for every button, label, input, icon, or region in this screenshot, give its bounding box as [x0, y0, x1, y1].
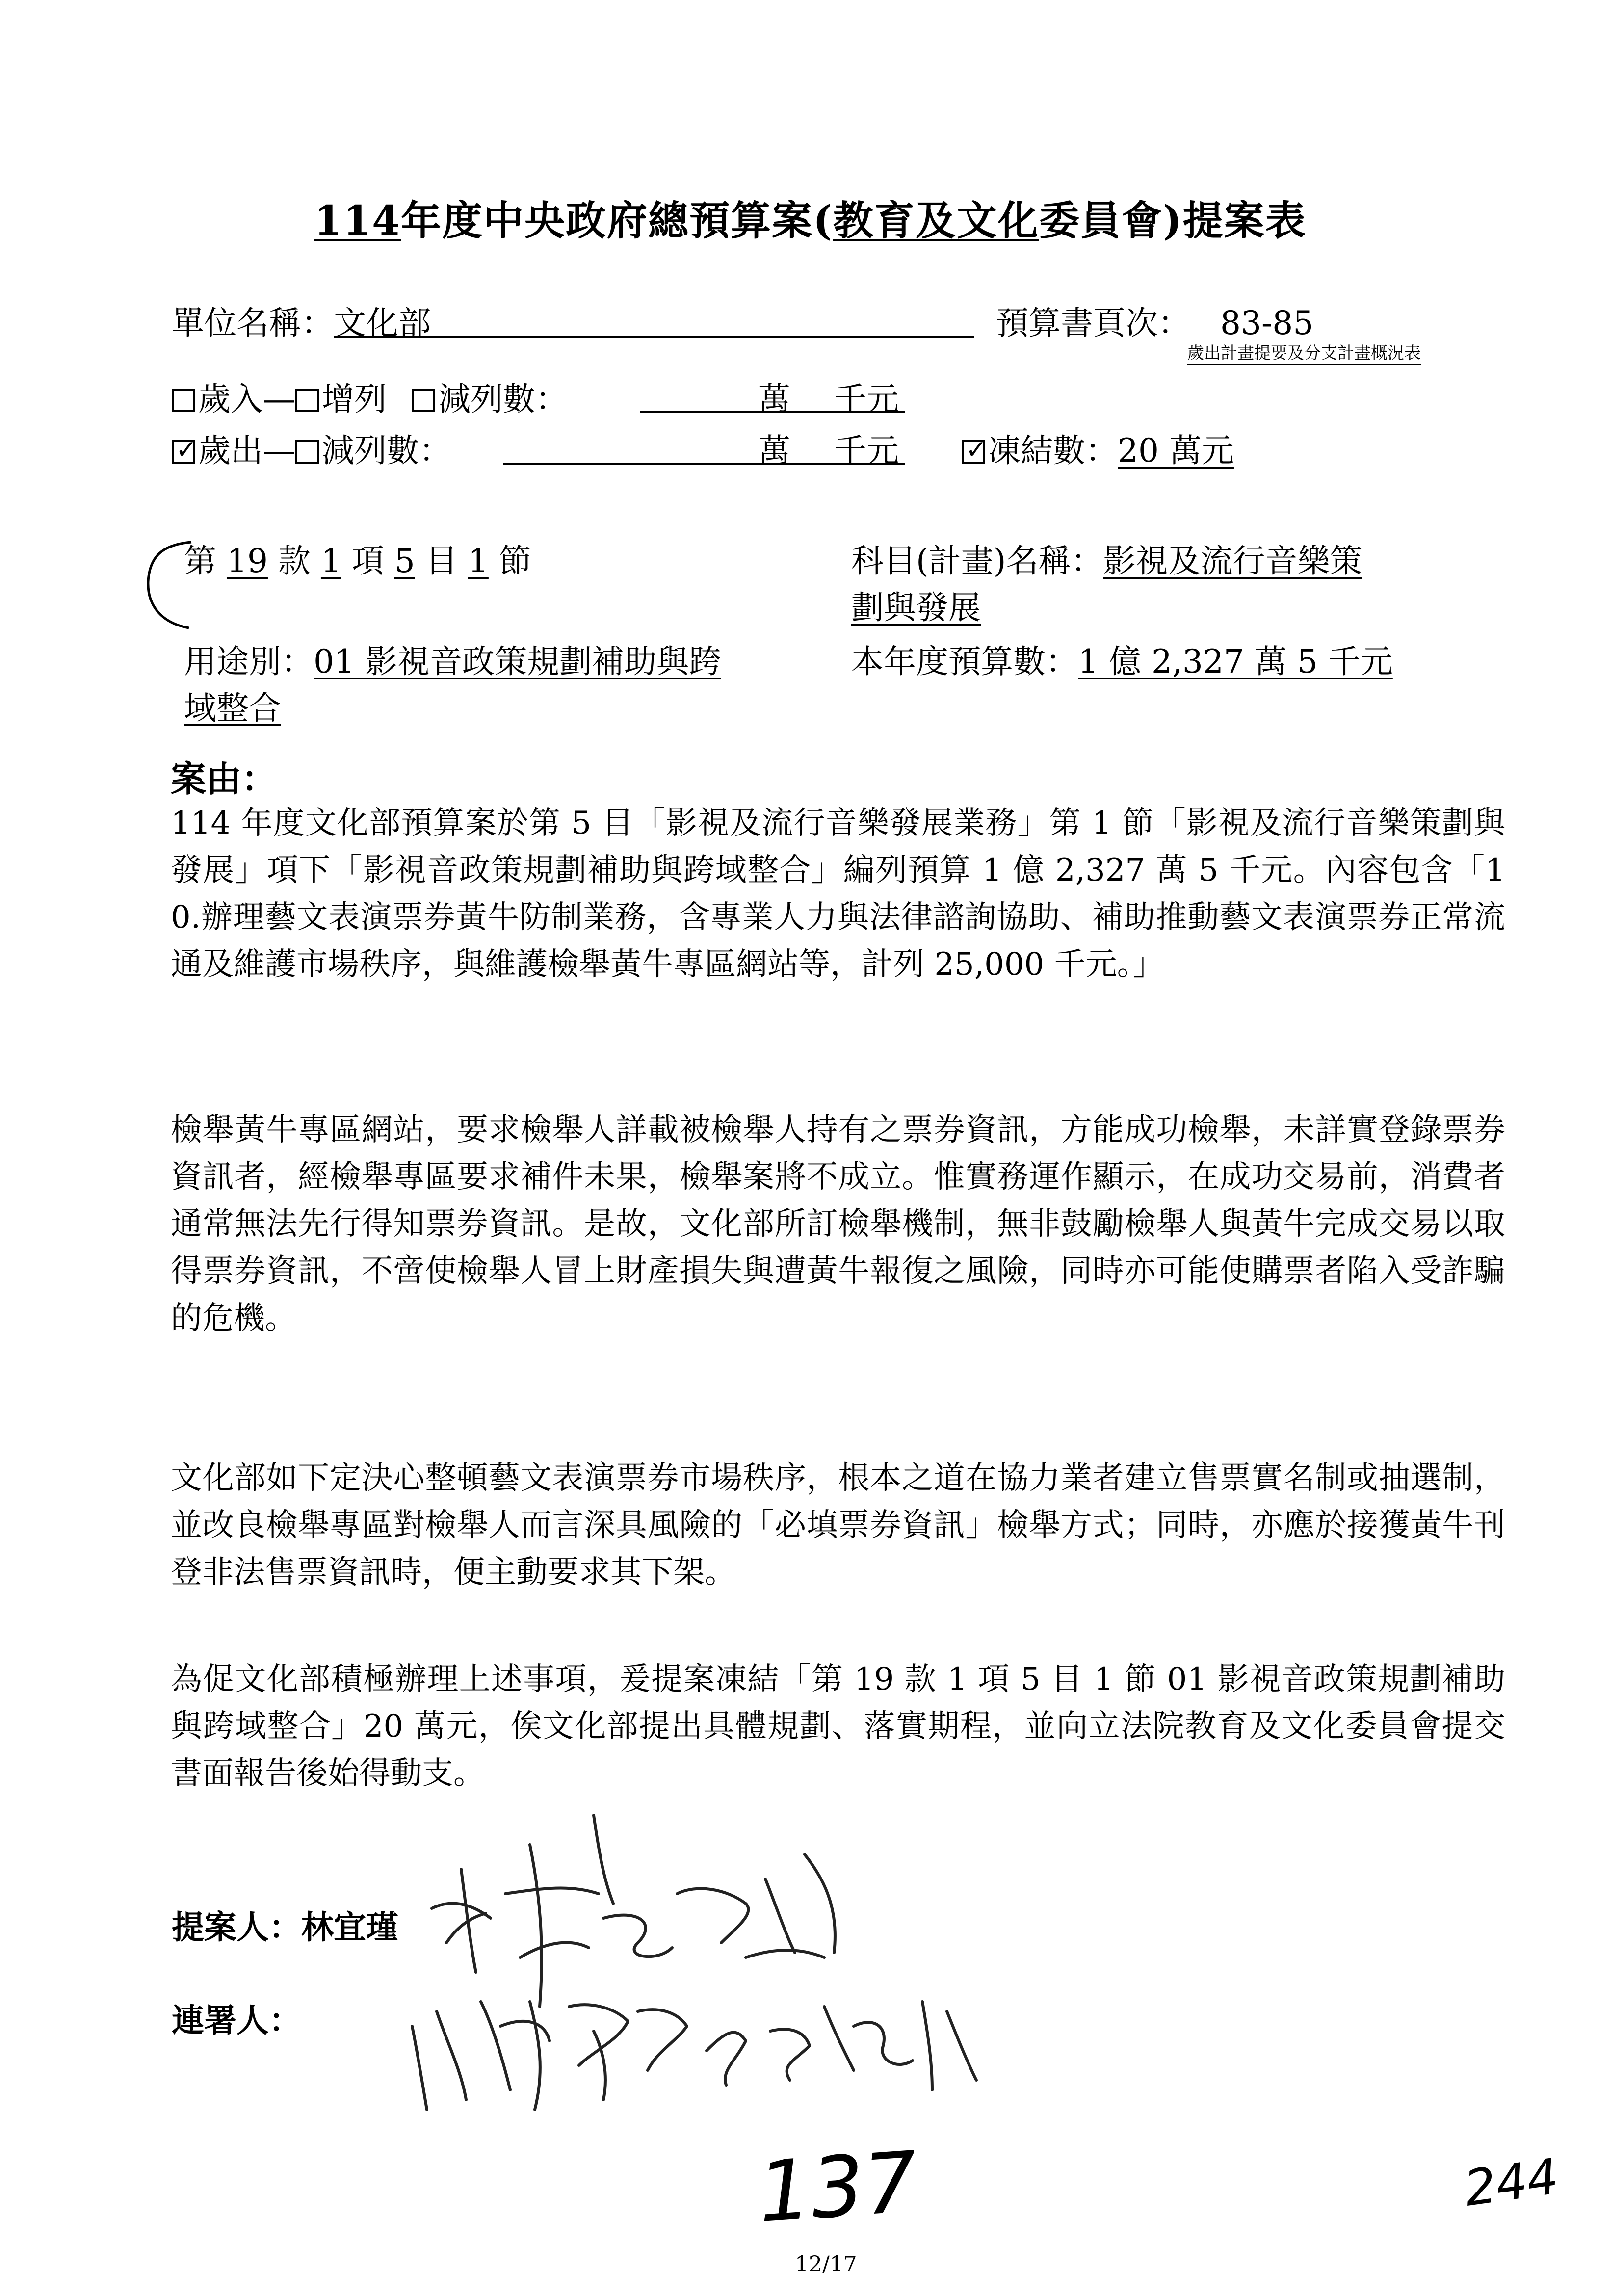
freeze-label: 凍結數：	[988, 432, 1118, 470]
handwritten-corner-number: 244	[1461, 2147, 1562, 2218]
subject-label: 科目(計畫)名稱：	[851, 542, 1103, 580]
subject-line1	[851, 535, 1362, 581]
expense-decrease: 減列數：	[322, 432, 451, 470]
signature-scribbles	[383, 1796, 1021, 2129]
revenue-label: 歲入—	[198, 380, 295, 418]
freeze-group	[962, 424, 1234, 471]
expense-unit-wan: 萬	[758, 432, 790, 470]
budget-line	[851, 635, 1393, 682]
proposer-row	[172, 1901, 398, 1948]
title-suffix: 委員會)提案表	[1039, 197, 1307, 244]
page-title	[314, 189, 1307, 246]
page-ref	[996, 297, 1313, 343]
classification: 第 19 款 1 項 5 目 1 節	[184, 542, 531, 580]
page-ref-value: 83-85	[1220, 304, 1314, 342]
expense-decrease-checkbox	[295, 440, 319, 464]
xiang-value: 1	[320, 542, 341, 580]
purpose-label: 用途別：	[184, 643, 314, 680]
title-committee: 教育及文化	[833, 197, 1039, 244]
unit-value: 文化部	[334, 304, 431, 342]
reason-heading: 案由：	[171, 758, 277, 800]
revenue-unit-thousand: 千元	[834, 380, 899, 418]
handwritten-page-number: 137	[755, 2133, 920, 2242]
title-year: 114	[314, 197, 401, 244]
revenue-checkbox	[172, 389, 195, 412]
kuan-value: 19	[226, 542, 268, 580]
purpose-value-2: 域整合	[184, 689, 281, 727]
revenue-increase-checkbox	[295, 389, 319, 412]
reason-paragraph-2: 檢舉黃牛專區網站，要求檢舉人詳載被檢舉人持有之票券資訊，方能成功檢舉，未詳實登錄票券資訊者，經檢舉專區要求補件未果，檢舉案將不成立。惟實務運作顯示，在成功交易前，消費者通常無法先行得知票券資訊。是故，文化部所訂檢舉機制，無非鼓勵檢舉人與黃牛完成交易以取得票券資訊，不啻使檢舉人冒上財產損失與遭黃牛報復之風險，同時亦可能使購票者陷入受詐騙的危機。	[171, 1112, 1505, 1336]
proposer-name: 林宜瑾	[301, 1908, 398, 1946]
reason-paragraph-1: 114 年度文化部預算案於第 5 目「影視及流行音樂發展業務」第 1 節「影視及流行音樂策劃與發展」項下「影視音政策規劃補助與跨域整合」編列預算 1 億 2,327 萬 5 千元。內容包含「10.辦理藝文表演票券黃牛防制業務，含專業人力與法律諮詢協助、補助推動藝文表演票券正常流通及維護市場秩序，與維護檢舉黃牛專區網站等，計列 25,000 千元。」	[171, 805, 1505, 983]
purpose-value-1: 01 影視音政策規劃補助與跨	[314, 643, 721, 680]
expense-checkbox	[172, 440, 195, 464]
revenue-increase: 增列	[322, 380, 387, 418]
footer-page: 12/17	[795, 2252, 857, 2277]
purpose-line1	[184, 635, 721, 682]
subject-value-1: 影視及流行音樂策	[1103, 542, 1362, 580]
proposer-label: 提案人：	[172, 1908, 301, 1946]
mu-value: 5	[394, 542, 415, 580]
revenue-unit-wan: 萬	[758, 380, 790, 418]
budget-value: 1 億 2,327 萬 5 千元	[1078, 643, 1393, 680]
unit-underline	[334, 336, 974, 338]
jie-value: 1	[468, 542, 489, 580]
expense-row	[172, 424, 451, 471]
page-ref-note: 歲出計畫提要及分支計畫概況表	[1187, 343, 1421, 363]
revenue-decrease: 減列數：	[438, 380, 568, 418]
revenue-decrease-checkbox	[412, 389, 435, 412]
page-ref-label: 預算書頁次：	[996, 304, 1190, 342]
reason-paragraph-4: 為促文化部積極辦理上述事項，爰提案凍結「第 19 款 1 項 5 目 1 節 01 影視音政策規劃補助與跨域整合」20 萬元，俟文化部提出具體規劃、落實期程，並向立法院教育及文化委員會提交書面報告後始得動支。	[171, 1661, 1505, 1792]
unit-label: 單位名稱：	[172, 304, 334, 342]
expense-label: 歲出—	[198, 432, 295, 470]
expense-unit-thousand: 千元	[834, 432, 899, 470]
subject-value-2: 劃與發展	[851, 589, 981, 626]
freeze-value: 20 萬元	[1118, 432, 1234, 470]
title-prefix: 年度中央政府總預算案(	[401, 197, 833, 244]
budget-label: 本年度預算數：	[851, 643, 1078, 680]
freeze-checkbox	[962, 440, 985, 464]
reason-paragraph-3: 文化部如下定決心整頓藝文表演票券市場秩序，根本之道在協力業者建立售票實名制或抽選制，並改良檢舉專區對檢舉人而言深具風險的「必填票券資訊」檢舉方式；同時，亦應於接獲黃牛刊登非法售票資訊時，便主動要求其下架。	[171, 1460, 1505, 1591]
revenue-row	[172, 373, 568, 419]
cosigner-label: 連署人：	[172, 2001, 301, 2039]
